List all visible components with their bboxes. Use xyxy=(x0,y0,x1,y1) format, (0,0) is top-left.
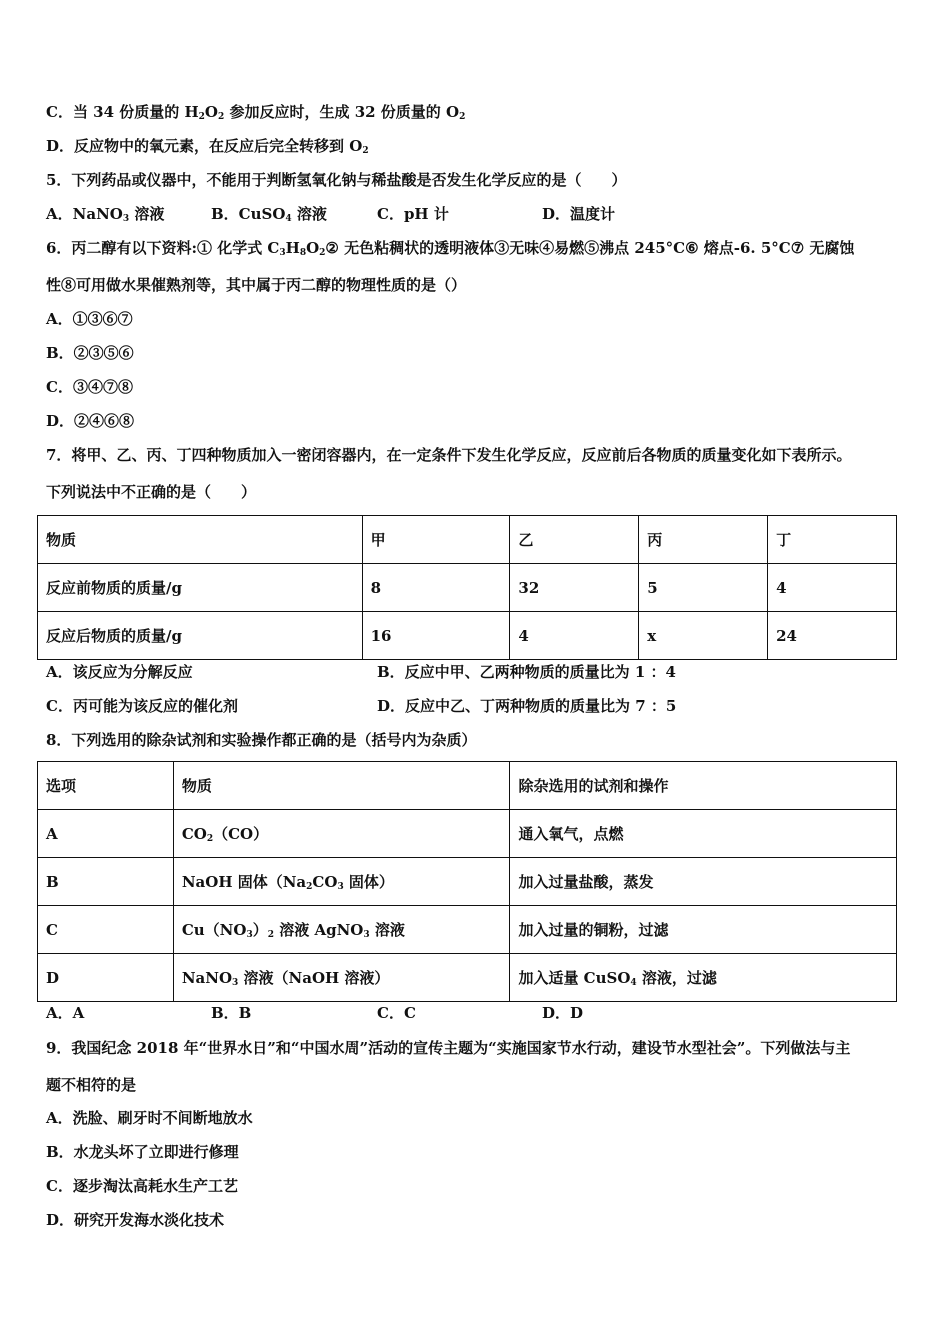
q8-rowD-op2: 溶液，过滤 xyxy=(636,969,717,987)
q9-option-b: B．水龙头坏了立即进行修理 xyxy=(46,1143,239,1161)
q6-stem-text1: 6．丙二醇有以下资料:① 化学式 C xyxy=(46,239,280,257)
q6-stem-sub1: 3 xyxy=(279,248,286,258)
q7-table xyxy=(37,515,897,660)
q7-stem-line1: 7．将甲、乙、丙、丁四种物质加入一密闭容器内，在一定条件下发生化学反应，反应前后各物质的质量变化如下表所示。 xyxy=(46,446,852,464)
q5-stem: 5．下列药品或仪器中，不能用于判断氢氧化钠与稀盐酸是否发生化学反应的是（ ） xyxy=(46,171,627,189)
q8-option-d: D．D xyxy=(542,1004,584,1022)
q7-row2-label: 反应后物质的质量/g xyxy=(38,612,363,660)
q4-d-sub: 2 xyxy=(362,146,369,156)
q8-rowD-operation xyxy=(510,954,897,1002)
q7-th-ding: 丁 xyxy=(768,516,897,564)
q7-th-yi: 乙 xyxy=(510,516,639,564)
q7-option-c: C．丙可能为该反应的催化剂 xyxy=(46,697,238,715)
q8-rowC-substance xyxy=(173,906,510,954)
table-row xyxy=(38,954,897,1002)
q8-rowA-m1: CO xyxy=(181,825,207,843)
q6-stem-line2: 性⑧可用做水果催熟剂等，其中属于丙二醇的物理性质的是（） xyxy=(46,276,467,294)
q6-stem-text2: ② 无色粘稠状的透明液体③无味④易燃⑤沸点 245°C⑥ 熔点-6. 5°C⑦ 无腐蚀 xyxy=(325,239,855,257)
q8-rowD-opsub: 4 xyxy=(630,978,637,988)
q8-rowB-option: B xyxy=(38,858,174,906)
q9-stem-line1: 9．我国纪念 2018 年“世界水日”和“中国水周”活动的宣传主题为“实施国家节水行动，建设节水型社会”。下列做法与主 xyxy=(46,1039,851,1057)
q8-rowC-m3: 溶液 AgNO xyxy=(274,921,364,939)
q9-stem-line2: 题不相符的是 xyxy=(46,1076,137,1094)
q8-rowB-operation: 加入过量盐酸，蒸发 xyxy=(510,858,897,906)
q5-b-text1: B．CuSO xyxy=(211,205,286,223)
q8-rowA-sub: 2 xyxy=(206,834,214,844)
q8-th-operation: 除杂选用的试剂和操作 xyxy=(510,762,897,810)
q6-option-a: A．①③⑥⑦ xyxy=(46,310,133,328)
q8-rowB-substance xyxy=(173,858,510,906)
q5-a-text1: A．NaNO xyxy=(46,205,123,223)
q8-rowB-m2: CO xyxy=(312,873,338,891)
q8-stem: 8．下列选用的除杂试剂和实验操作都正确的是（括号内为杂质） xyxy=(46,731,477,749)
table-row xyxy=(38,810,897,858)
q6-stem-h: H xyxy=(285,239,300,257)
q9-option-c: C．逐步淘汰高耗水生产工艺 xyxy=(46,1177,238,1195)
q8-rowC-sub3: 3 xyxy=(363,930,370,940)
q8-rowD-m1: NaNO xyxy=(181,969,233,987)
q5-option-b xyxy=(211,204,327,229)
q7-th-substance: 物质 xyxy=(38,516,363,564)
q8-rowB-sub2: 3 xyxy=(337,882,344,892)
table-row xyxy=(38,612,897,660)
table-row xyxy=(38,564,897,612)
q4-c-sub1: 2 xyxy=(198,112,205,122)
q8-table xyxy=(37,761,897,1002)
q8-rowA-option: A xyxy=(38,810,174,858)
q8-th-option: 选项 xyxy=(38,762,174,810)
q7-row1-label: 反应前物质的质量/g xyxy=(38,564,363,612)
q8-rowC-m1: Cu（NO xyxy=(181,921,247,939)
q8-rowD-op1: 加入适量 CuSO xyxy=(518,969,631,987)
q8-rowC-m2: ） xyxy=(252,921,268,939)
q8-option-c: C．C xyxy=(377,1004,416,1022)
q7-th-jia: 甲 xyxy=(362,516,510,564)
q7-row1-yi: 32 xyxy=(510,564,639,612)
q7-row1-ding: 4 xyxy=(768,564,897,612)
q8-rowB-sub1: 2 xyxy=(306,882,313,892)
q9-option-d: D．研究开发海水淡化技术 xyxy=(46,1211,225,1229)
q5-b-text2: 溶液 xyxy=(291,205,327,223)
q8-rowA-operation: 通入氧气，点燃 xyxy=(510,810,897,858)
q7-row2-bing: x xyxy=(639,612,768,660)
q8-rowC-m4: 溶液 xyxy=(369,921,405,939)
q6-option-d: D．②④⑥⑧ xyxy=(46,412,135,430)
q5-a-text2: 溶液 xyxy=(129,205,165,223)
q5-option-a xyxy=(46,204,164,229)
q8-rowD-sub1: 3 xyxy=(232,978,239,988)
q6-stem-o: O xyxy=(306,239,320,257)
q8-rowD-substance xyxy=(173,954,510,1002)
q8-rowC-sub1: 3 xyxy=(246,930,253,940)
q6-stem-sub2: 8 xyxy=(299,248,307,258)
q8-rowA-m2: （CO） xyxy=(213,825,269,843)
q6-stem-sub3: 2 xyxy=(319,248,326,258)
q4-d-text: D．反应物中的氧元素，在反应后完全转移到 O xyxy=(46,137,363,155)
q6-option-c: C．③④⑦⑧ xyxy=(46,378,133,396)
q8-rowD-option: D xyxy=(38,954,174,1002)
q8-table-header-row xyxy=(38,762,897,810)
q5-option-c: C．pH 计 xyxy=(377,205,449,223)
q8-rowD-m2: 溶液（NaOH 溶液） xyxy=(238,969,390,987)
table-row xyxy=(38,858,897,906)
q7-row2-jia: 16 xyxy=(362,612,510,660)
q7-option-d: D．反应中乙、丁两种物质的质量比为 7 ：5 xyxy=(377,697,677,715)
table-row xyxy=(38,906,897,954)
q4-c-sub3: 2 xyxy=(459,112,466,122)
q5-a-sub: 3 xyxy=(122,214,130,224)
q8-th-substance: 物质 xyxy=(173,762,510,810)
q8-rowB-m3: 固体） xyxy=(343,873,394,891)
q9-option-a: A．洗脸、刷牙时不间断地放水 xyxy=(46,1109,253,1127)
q5-b-sub: 4 xyxy=(285,214,292,224)
q4-option-c xyxy=(46,102,465,127)
q7-stem-line2: 下列说法中不正确的是（ ） xyxy=(46,483,257,501)
q4-option-d xyxy=(46,136,369,161)
q4-c-text1: C．当 34 份质量的 H xyxy=(46,103,199,121)
q4-c-sub2: 2 xyxy=(218,112,225,122)
q7-row2-ding: 24 xyxy=(768,612,897,660)
q7-row1-bing: 5 xyxy=(639,564,768,612)
q6-option-b: B．②③⑤⑥ xyxy=(46,344,134,362)
q7-th-bing: 丙 xyxy=(639,516,768,564)
q7-row1-jia: 8 xyxy=(362,564,510,612)
q6-stem-line1 xyxy=(46,238,854,263)
q8-rowC-option: C xyxy=(38,906,174,954)
q5-option-d: D．温度计 xyxy=(542,205,616,223)
q8-option-a: A．A xyxy=(46,1004,85,1022)
q8-option-b: B．B xyxy=(211,1004,252,1022)
q7-row2-yi: 4 xyxy=(510,612,639,660)
q4-c-text3: 参加反应时，生成 32 份质量的 O xyxy=(224,103,460,121)
q4-c-text2: O xyxy=(204,103,218,121)
q7-option-a: A．该反应为分解反应 xyxy=(46,663,193,681)
q8-rowC-operation: 加入过量的铜粉，过滤 xyxy=(510,906,897,954)
q8-rowC-sub2: 2 xyxy=(267,930,274,940)
q8-rowA-substance xyxy=(173,810,510,858)
q7-option-b: B．反应中甲、乙两种物质的质量比为 1 ：4 xyxy=(377,663,676,681)
q8-rowB-m1: NaOH 固体（Na xyxy=(181,873,307,891)
q7-table-header-row xyxy=(38,516,897,564)
